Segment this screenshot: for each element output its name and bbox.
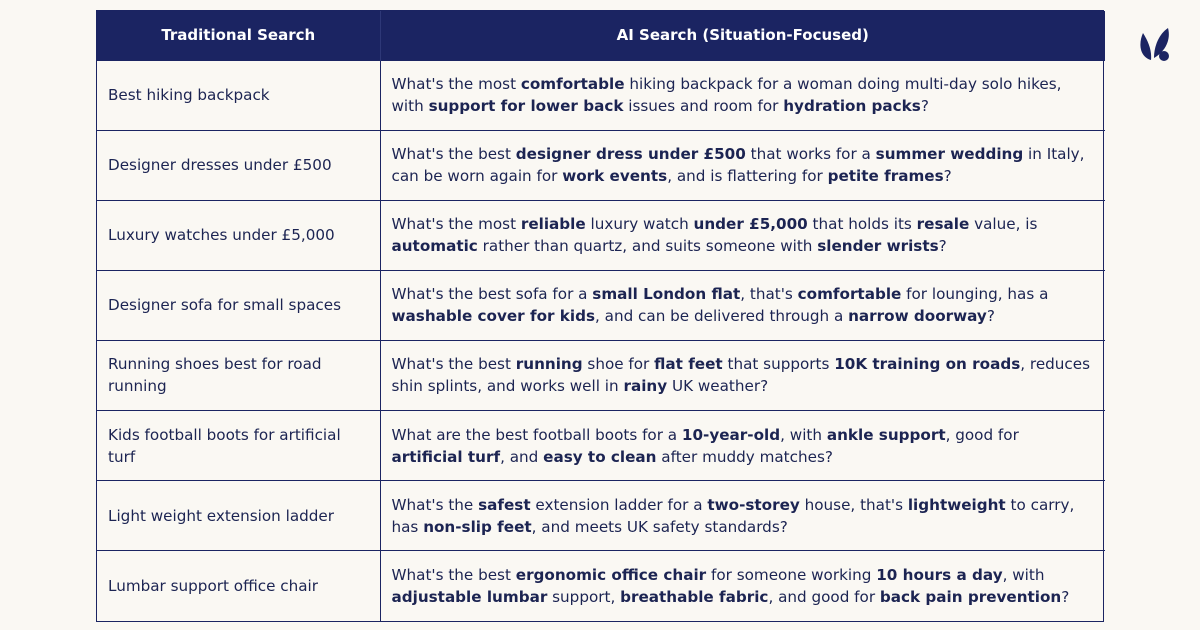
ai-query-highlight: ergonomic office chair bbox=[515, 565, 707, 584]
ai-query-text: , and meets UK safety standards? bbox=[531, 517, 788, 536]
ai-query-highlight: back pain prevention bbox=[879, 587, 1062, 606]
ai-query-text: What's the best bbox=[391, 565, 516, 584]
ai-query-highlight: non-slip feet bbox=[423, 517, 532, 536]
ai-query-highlight: two-storey bbox=[707, 495, 800, 514]
ai-query-highlight: resale bbox=[916, 215, 970, 234]
ai-query-text: that works for a bbox=[745, 145, 876, 164]
traditional-search-cell: Lumbar support office chair bbox=[97, 551, 380, 621]
ai-query-text: support, bbox=[547, 587, 621, 606]
ai-query-highlight: safest bbox=[478, 495, 531, 514]
comparison-table bbox=[97, 11, 1105, 621]
ai-query-text: ? bbox=[1061, 587, 1070, 606]
ai-query-text: UK weather? bbox=[667, 377, 769, 396]
ai-query-text: after muddy matches? bbox=[656, 447, 833, 466]
traditional-search-cell: Running shoes best for road running bbox=[97, 340, 380, 410]
ai-query-text: , with bbox=[780, 425, 827, 444]
header-row bbox=[97, 11, 1105, 60]
ai-query-highlight: designer dress under £500 bbox=[515, 145, 746, 164]
ai-query-highlight: running bbox=[515, 355, 583, 374]
ai-query-highlight: lightweight bbox=[907, 495, 1006, 514]
ai-query-text: , and is flattering for bbox=[667, 167, 828, 186]
traditional-search-cell: Best hiking backpack bbox=[97, 60, 380, 130]
header-ai-search: AI Search (Situation-Focused) bbox=[380, 11, 1105, 60]
ai-query-highlight: hydration packs bbox=[783, 97, 921, 116]
ai-query-text: , and bbox=[500, 447, 544, 466]
ai-query-text: in Italy, can be worn again for bbox=[391, 145, 1085, 186]
ai-query-highlight: 10-year-old bbox=[681, 425, 781, 444]
ai-search-cell bbox=[380, 60, 1105, 130]
table-row bbox=[97, 200, 1105, 270]
ai-query-text: ? bbox=[986, 307, 995, 326]
ai-query-text: for lounging, has a bbox=[901, 285, 1049, 304]
table-body bbox=[97, 60, 1105, 621]
ai-search-cell bbox=[380, 340, 1105, 410]
ai-query-text: What's the bbox=[391, 495, 479, 514]
ai-query-text: What's the best sofa for a bbox=[391, 285, 593, 304]
ai-query-highlight: comfortable bbox=[520, 75, 625, 94]
traditional-search-cell: Kids football boots for artificial turf bbox=[97, 410, 380, 480]
ai-query-text: What's the most bbox=[391, 215, 521, 234]
ai-query-text: What's the best bbox=[391, 355, 516, 374]
ai-query-text: that supports bbox=[722, 355, 835, 374]
ai-query-highlight: easy to clean bbox=[543, 447, 657, 466]
ai-query-highlight: 10 hours a day bbox=[876, 565, 1003, 584]
ai-query-highlight: artificial turf bbox=[391, 447, 501, 466]
ai-query-highlight: 10K training on roads bbox=[834, 355, 1021, 374]
ai-query-highlight: breathable fabric bbox=[620, 587, 769, 606]
ai-query-highlight: washable cover for kids bbox=[391, 307, 595, 326]
table-row bbox=[97, 60, 1105, 130]
ai-query-highlight: narrow doorway bbox=[848, 307, 987, 326]
ai-query-text: , reduces shin splints, and works well in bbox=[391, 355, 1091, 396]
ai-query-text: , good for bbox=[945, 425, 1019, 444]
ai-query-highlight: reliable bbox=[520, 215, 586, 234]
ai-search-cell bbox=[380, 410, 1105, 480]
ai-query-text: to carry, has bbox=[391, 495, 1075, 536]
ai-query-text: shoe for bbox=[582, 355, 655, 374]
ai-query-text: What's the most bbox=[391, 75, 521, 94]
ai-query-text: hiking backpack for a woman doing multi-day solo hikes, with bbox=[391, 75, 1062, 116]
ai-query-text: ? bbox=[938, 237, 947, 256]
ai-query-text: What's the best bbox=[391, 145, 516, 164]
ai-query-highlight: flat feet bbox=[654, 355, 723, 374]
ai-query-text: , that's bbox=[740, 285, 798, 304]
table-row bbox=[97, 410, 1105, 480]
ai-query-highlight: under £5,000 bbox=[693, 215, 808, 234]
table-row bbox=[97, 270, 1105, 340]
ai-query-highlight: work events bbox=[562, 167, 668, 186]
ai-query-highlight: support for lower back bbox=[428, 97, 624, 116]
table-row bbox=[97, 551, 1105, 621]
ai-query-text: house, that's bbox=[799, 495, 908, 514]
ai-query-text: extension ladder for a bbox=[530, 495, 708, 514]
table-row bbox=[97, 340, 1105, 410]
ai-query-text: , and can be delivered through a bbox=[595, 307, 849, 326]
ai-query-highlight: petite frames bbox=[827, 167, 944, 186]
ai-query-text: What are the best football boots for a bbox=[391, 425, 682, 444]
ai-search-cell bbox=[380, 200, 1105, 270]
ai-query-highlight: slender wrists bbox=[817, 237, 939, 256]
ai-query-highlight: ankle support bbox=[826, 425, 946, 444]
table-row bbox=[97, 481, 1105, 551]
ai-query-highlight: comfortable bbox=[797, 285, 902, 304]
ai-query-text: , and good for bbox=[768, 587, 880, 606]
traditional-search-cell: Light weight extension ladder bbox=[97, 481, 380, 551]
ai-query-text: that holds its bbox=[807, 215, 917, 234]
header-traditional-search: Traditional Search bbox=[97, 11, 380, 60]
traditional-search-cell: Luxury watches under £5,000 bbox=[97, 200, 380, 270]
leaf-logo-icon bbox=[1134, 24, 1174, 66]
ai-query-text: value, is bbox=[969, 215, 1038, 234]
ai-query-highlight: summer wedding bbox=[875, 145, 1024, 164]
ai-query-text: ? bbox=[943, 167, 952, 186]
traditional-search-cell: Designer sofa for small spaces bbox=[97, 270, 380, 340]
ai-search-cell bbox=[380, 130, 1105, 200]
ai-query-text: for someone working bbox=[706, 565, 877, 584]
ai-query-text: luxury watch bbox=[585, 215, 694, 234]
comparison-table-container bbox=[96, 10, 1104, 622]
ai-query-text: issues and room for bbox=[623, 97, 784, 116]
ai-query-highlight: rainy bbox=[623, 377, 668, 396]
ai-query-highlight: small London flat bbox=[592, 285, 741, 304]
ai-query-text: rather than quartz, and suits someone with bbox=[477, 237, 818, 256]
traditional-search-cell: Designer dresses under £500 bbox=[97, 130, 380, 200]
ai-search-cell bbox=[380, 481, 1105, 551]
ai-query-text: ? bbox=[920, 97, 929, 116]
ai-query-highlight: automatic bbox=[391, 237, 478, 256]
table-row bbox=[97, 130, 1105, 200]
ai-query-highlight: adjustable lumbar bbox=[391, 587, 548, 606]
ai-search-cell bbox=[380, 551, 1105, 621]
table-header bbox=[97, 11, 1105, 60]
ai-query-text: , with bbox=[1002, 565, 1045, 584]
ai-search-cell bbox=[380, 270, 1105, 340]
